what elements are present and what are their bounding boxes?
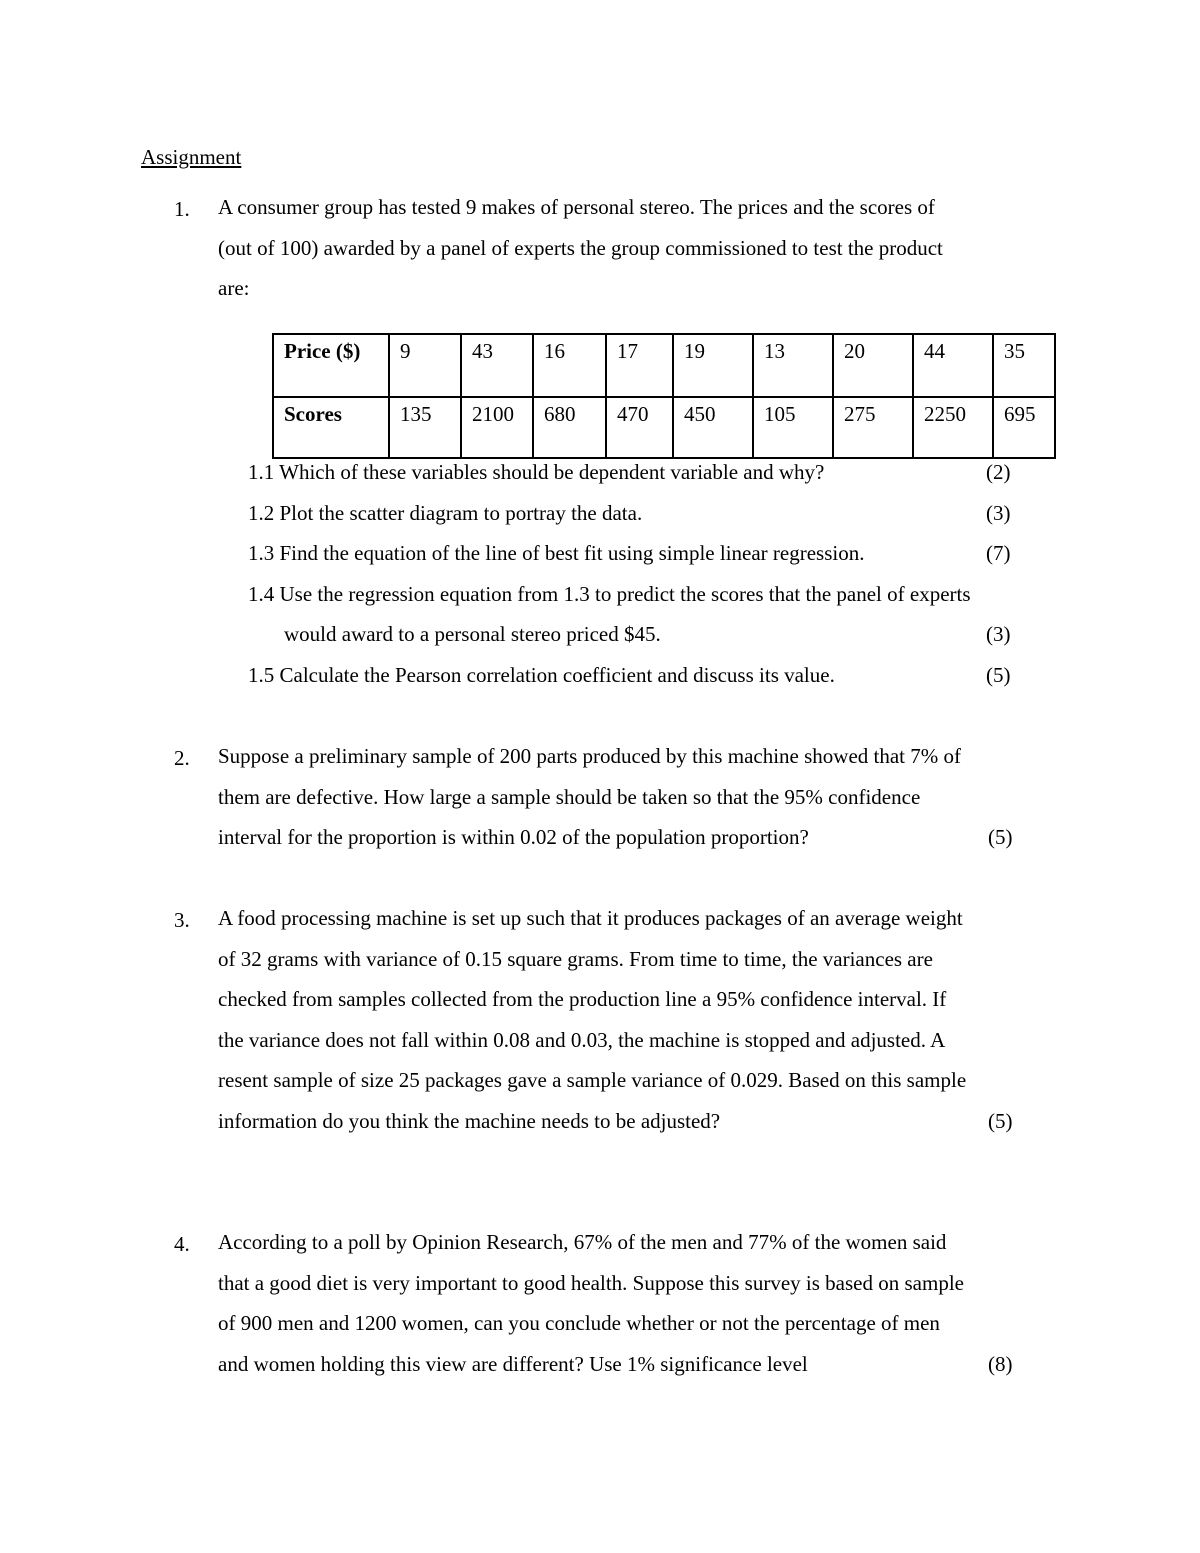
question-line: resent sample of size 25 packages gave a sample variance of 0.029. Based on this sample <box>218 1068 967 1092</box>
question-line-text: interval for the proportion is within 0.02 of the population proportion? <box>218 825 809 849</box>
marks-label: (5) <box>988 1108 1013 1133</box>
table-row-header: Scores <box>273 397 389 458</box>
subquestion <box>248 614 1068 655</box>
question-line: the variance does not fall within 0.08 and 0.03, the machine is stopped and adjusted. A <box>218 1027 946 1052</box>
table-cell: 17 <box>606 334 673 397</box>
table-cell: 19 <box>673 334 753 397</box>
table-cell: 16 <box>533 334 606 397</box>
table-cell: 680 <box>533 397 606 458</box>
question-line: of 32 grams with variance of 0.15 square grams. From time to time, the variances are <box>218 946 933 971</box>
table-cell: 695 <box>993 397 1055 458</box>
subquestion <box>248 574 1068 615</box>
question-line: A food processing machine is set up such that it produces packages of an average weight <box>218 906 963 930</box>
subquestion-text: 1.2 Plot the scatter diagram to portray the data. <box>248 500 643 525</box>
subquestion-text: 1.5 Calculate the Pearson correlation coefficient and discuss its value. <box>248 662 835 687</box>
question-number: 1. <box>174 197 190 221</box>
question-line <box>218 1101 1058 1142</box>
subquestion-text: 1.1 Which of these variables should be dependent variable and why? <box>248 460 825 484</box>
question-number: 3. <box>174 908 190 932</box>
question-line <box>218 1344 1058 1385</box>
subquestion <box>248 533 1068 574</box>
table-cell: 13 <box>753 334 833 397</box>
marks-label: (3) <box>986 500 1011 525</box>
table-row-header: Price ($) <box>273 334 389 397</box>
question-line: Suppose a preliminary sample of 200 parts produced by this machine showed that 7% of <box>218 744 961 768</box>
marks-label: (5) <box>988 825 1013 849</box>
subquestion-text: would award to a personal stereo priced $45. <box>284 622 661 646</box>
question-line: (out of 100) awarded by a panel of experts the group commissioned to test the product <box>218 235 943 260</box>
table-row <box>273 334 1055 397</box>
marks-label: (7) <box>986 541 1011 565</box>
question-line: are: <box>218 276 250 300</box>
question-number: 2. <box>174 746 190 770</box>
table-cell: 470 <box>606 397 673 458</box>
marks-label: (2) <box>986 460 1011 484</box>
subquestion <box>248 493 1068 534</box>
table-cell: 135 <box>389 397 461 458</box>
subquestion-list <box>248 452 1068 695</box>
question-line <box>218 817 1058 858</box>
subquestion <box>248 452 1068 493</box>
table-row <box>273 397 1055 458</box>
subquestion-text: 1.3 Find the equation of the line of best fit using simple linear regression. <box>248 541 865 565</box>
question-line: them are defective. How large a sample should be taken so that the 95% confidence <box>218 784 921 809</box>
subquestion <box>248 655 1068 696</box>
page-heading: Assignment <box>141 145 242 169</box>
question-line-text: and women holding this view are different? Use 1% significance level <box>218 1351 808 1376</box>
question-line: A consumer group has tested 9 makes of personal stereo. The prices and the scores of <box>218 195 935 219</box>
table-cell: 43 <box>461 334 533 397</box>
table-cell: 20 <box>833 334 913 397</box>
question-line-text: information do you think the machine needs to be adjusted? <box>218 1108 721 1133</box>
marks-label: (5) <box>986 662 1011 687</box>
table-cell: 9 <box>389 334 461 397</box>
question-line: of 900 men and 1200 women, can you conclude whether or not the percentage of men <box>218 1311 940 1335</box>
table-cell: 44 <box>913 334 993 397</box>
question-line: that a good diet is very important to good health. Suppose this survey is based on sample <box>218 1270 964 1295</box>
marks-label: (3) <box>986 622 1011 646</box>
question-line: checked from samples collected from the production line a 95% confidence interval. If <box>218 987 947 1011</box>
question-line: According to a poll by Opinion Research, 67% of the men and 77% of the women said <box>218 1230 947 1254</box>
table-cell: 2100 <box>461 397 533 458</box>
table-cell: 2250 <box>913 397 993 458</box>
table-cell: 450 <box>673 397 753 458</box>
table-cell: 105 <box>753 397 833 458</box>
subquestion-text: 1.4 Use the regression equation from 1.3 to predict the scores that the panel of experts <box>248 581 971 606</box>
marks-label: (8) <box>988 1351 1013 1376</box>
table-cell: 275 <box>833 397 913 458</box>
price-scores-table <box>272 333 1056 459</box>
question-number: 4. <box>174 1232 190 1256</box>
table-cell: 35 <box>993 334 1055 397</box>
